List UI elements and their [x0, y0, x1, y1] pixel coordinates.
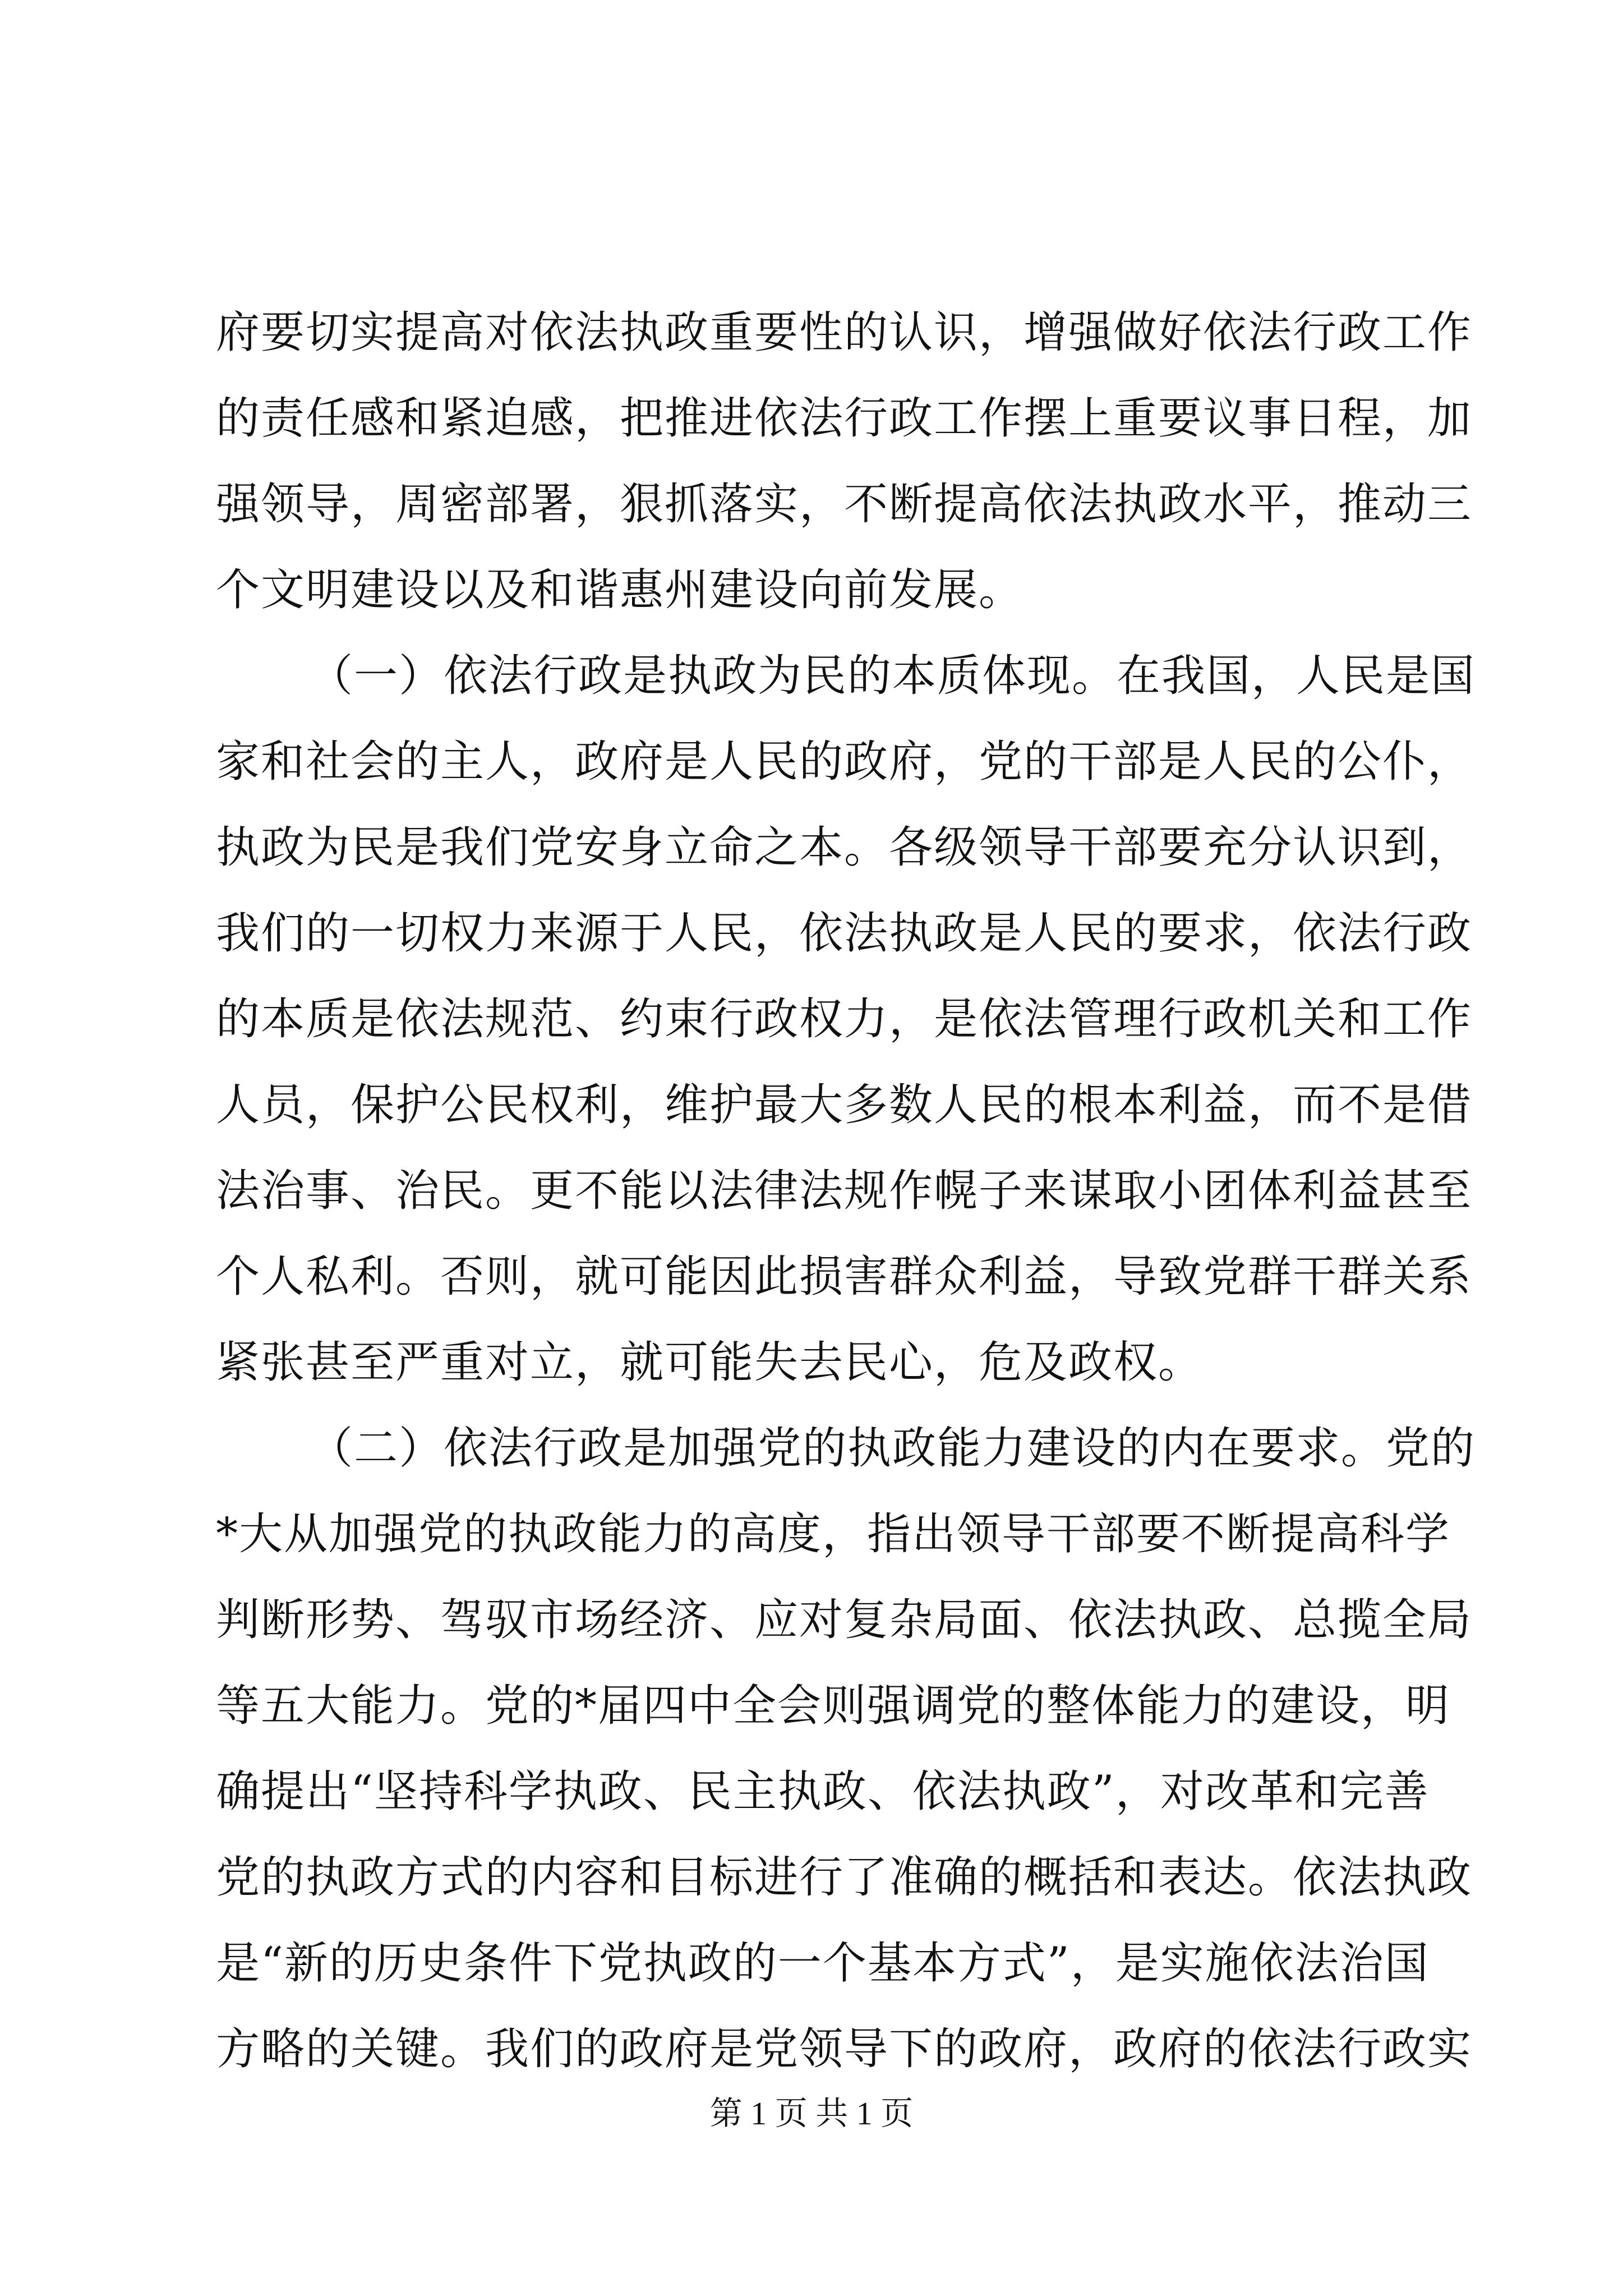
text-line: 等五大能力。党的*届四中全会则强调党的整体能力的建设，明 [216, 1681, 1451, 1731]
text-line: 确提出“坚持科学执政、民主执政、依法执政”，对改革和完善 [216, 1766, 1430, 1817]
text-line: 方略的关键。我们的政府是党领导下的政府，政府的依法行政实 [216, 2024, 1473, 2074]
text-line: 紧张甚至严重对立，就可能失去民心，危及政权。 [216, 1337, 1204, 1388]
paragraph-start-line: （二）依法行政是加强党的执政能力建设的内在要求。党的 [309, 1423, 1476, 1474]
text-line: 是“新的历史条件下党执政的一个基本方式”，是实施依法治国 [216, 1938, 1430, 1989]
text-line: *大从加强党的执政能力的高度，指出领导干部要不断提高科学 [216, 1509, 1451, 1559]
text-line: 判断形势、驾驭市场经济、应对复杂局面、依法执政、总揽全局 [216, 1595, 1473, 1645]
text-line: 个人私利。否则，就可能因此损害群众利益，导致党群干群关系 [216, 1251, 1473, 1302]
text-line: 府要切实提高对依法执政重要性的认识，增强做好依法行政工作 [216, 307, 1473, 358]
text-line: 人员，保护公民权利，维护最大多数人民的根本利益，而不是借 [216, 1080, 1473, 1130]
paragraph-start-line: （一）依法行政是执政为民的本质体现。在我国，人民是国 [309, 651, 1476, 701]
text-line: 个文明建设以及和谐惠州建设向前发展。 [216, 565, 1024, 615]
text-line: 的责任感和紧迫感，把推进依法行政工作摆上重要议事日程，加 [216, 393, 1473, 444]
text-line: 执政为民是我们党安身立命之本。各级领导干部要充分认识到， [216, 822, 1473, 873]
text-line: 党的执政方式的内容和目标进行了准确的概括和表达。依法执政 [216, 1852, 1473, 1903]
text-line: 我们的一切权力来源于人民，依法执政是人民的要求，依法行政 [216, 908, 1473, 959]
page-number: 第 1 页 共 1 页 [709, 2095, 914, 2132]
text-line: 法治事、治民。更不能以法律法规作幌子来谋取小团体利益甚至 [216, 1166, 1473, 1216]
text-line: 的本质是依法规范、约束行政权力，是依法管理行政机关和工作 [216, 994, 1473, 1045]
text-line: 家和社会的主人，政府是人民的政府，党的干部是人民的公仆， [216, 737, 1473, 787]
text-line: 强领导，周密部署，狠抓落实，不断提高依法执政水平，推动三 [216, 479, 1473, 530]
